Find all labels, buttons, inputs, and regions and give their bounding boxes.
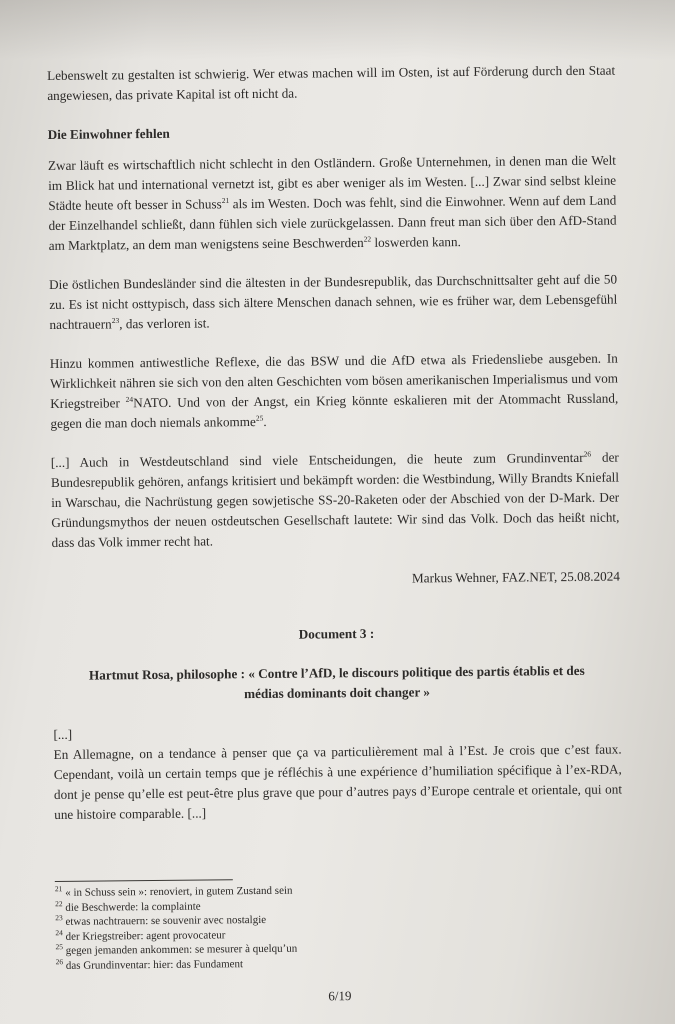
footnote-text: die Beschwerde: la complainte — [65, 900, 201, 914]
paragraph-text: Zwar läuft es wirtschaftlich nicht schlecht in den Ostländern. Große Unternehmen, in denen man die Welt im Blick hat und international vernetzt ist, gibt es aber weniger als im Westen. [...] Zwar sind selbst kleine Städte heute oft besser in Schuss — [47, 152, 617, 213]
intro-paragraph: Lebenswelt zu gestalten ist schwierig. Wer etwas machen will im Osten, ist auf Förderung durch den Staat angewiesen, das private Kapital ist oft nicht da. — [47, 62, 616, 103]
paragraph-text: als im Westen. Doch was fehlt, sind die Einwohner. Wenn auf dem Land der Einzelhandel schließt, dann fühlen sich viele zurückgelassen. Dann freut man sich über den AfD-Stand am Marktplatz, an dem man wenigstens seine Beschwerden — [48, 192, 617, 253]
footnote-text: etwas nachtrauern: se souvenir avec nostalgie — [65, 913, 267, 928]
footnote-ref: 26 — [583, 449, 592, 459]
paragraph-text: NATO. Und von der Angst, ein Krieg könnte eskalieren mit der Atommacht Russland, gegen die man doch niemals ankomme — [50, 390, 619, 431]
document-label: Document 3 : — [298, 625, 375, 642]
paragraph-text: , das verloren ist. — [119, 315, 210, 332]
footnote-ref: 23 — [111, 315, 120, 325]
page-shadow — [0, 0, 675, 60]
footnotes — [55, 881, 624, 973]
footnote-text: « in Schuss sein »: renoviert, in gutem Zustand sein — [65, 884, 293, 899]
footnote-number: 26 — [55, 956, 64, 966]
footnote-number: 21 — [54, 884, 63, 894]
paragraph-text: Hinzu kommen antiwestliche Reflexe, die das BSW und die AfD etwa als Friedensliebe ausgeben. In Wirklichkeit nähren sie sich von den alten Geschichten vom bösen amerikanischen Imperialismus und vom Kriegstreiber — [49, 350, 619, 411]
paragraph-text: Die östlichen Bundesländer sind die ältesten in der Bundesrepublik, das Durchschnittsalter geht auf die 50 zu. Es ist nicht osttypisch, dass sich ältere Menschen danach sehnen, wie es früher war, dem Lebensgefühl nachtrauern — [49, 271, 618, 332]
document-title: Hartmut Rosa, philosophe : « Contre l’AfD, le discours politique des partis établis et des médias dominants doit changer » — [88, 662, 585, 702]
footnote-text: gegen jemanden ankommen: se mesurer à quelqu’un — [65, 942, 298, 957]
section-heading: Die Einwohner fehlen — [47, 125, 170, 142]
paragraph-text: loswerden kann. — [371, 234, 461, 250]
footnote-number: 22 — [54, 898, 63, 908]
footnote-text: der Kriegstreiber: agent provocateur — [65, 928, 226, 943]
footnote-number: 24 — [55, 927, 63, 937]
omission-marker: [...] — [53, 726, 73, 742]
footnote-ref: 21 — [221, 195, 230, 205]
footnote-number: 23 — [55, 913, 63, 923]
footnote-ref: 24 — [125, 394, 134, 404]
paragraph-text: . — [263, 413, 267, 429]
paragraph-text: [...] Auch in Westdeutschland sind viele Entscheidungen, die heute zum Grundinventar — [50, 449, 584, 470]
footnote-ref: 22 — [363, 234, 372, 244]
paragraph-einwohner — [48, 151, 617, 256]
paragraph-alter — [49, 270, 618, 335]
footnote-text: das Grundinventar: hier: das Fundament — [65, 957, 244, 972]
footnote-ref: 25 — [255, 413, 264, 423]
paragraph-westdeutschland — [51, 448, 620, 553]
footnote-divider — [55, 879, 233, 882]
footnote-number: 25 — [55, 942, 63, 952]
french-paragraph: En Allemagne, on a tendance à penser que ça va particulièrement mal à l’Est. Je crois que c’est faux. Cependant, voilà un certain temps que je réfléchis à une expérience d’humiliation spécifique à l’ex-RDA, dont je pense qu’elle est peut-être plus grave que pour d’autres pays d’Europe centrale et orientale, qui ont une histoire comparable. [...] — [53, 741, 623, 822]
paragraph-reflexe — [50, 349, 619, 434]
document-body — [47, 61, 624, 1009]
paragraph-text: der Bundesrepublik gehören, anfangs kritisiert und bekämpft worden: die Westbindung, Willy Brandts Kniefall in Warschau, die Nachrüstung gegen sowjetische SS-20-Raketen oder der Abschied von der D-Mark. Der Gründungsmythos der neuen ostdeutschen Gesellschaft lautete: Wir sind das Volk. Doch das heißt nicht, dass das Volk immer recht hat. — [50, 449, 620, 550]
article-source: Markus Wehner, FAZ.NET, 25.08.2024 — [411, 568, 620, 586]
page-number: 6/19 — [328, 988, 352, 1004]
